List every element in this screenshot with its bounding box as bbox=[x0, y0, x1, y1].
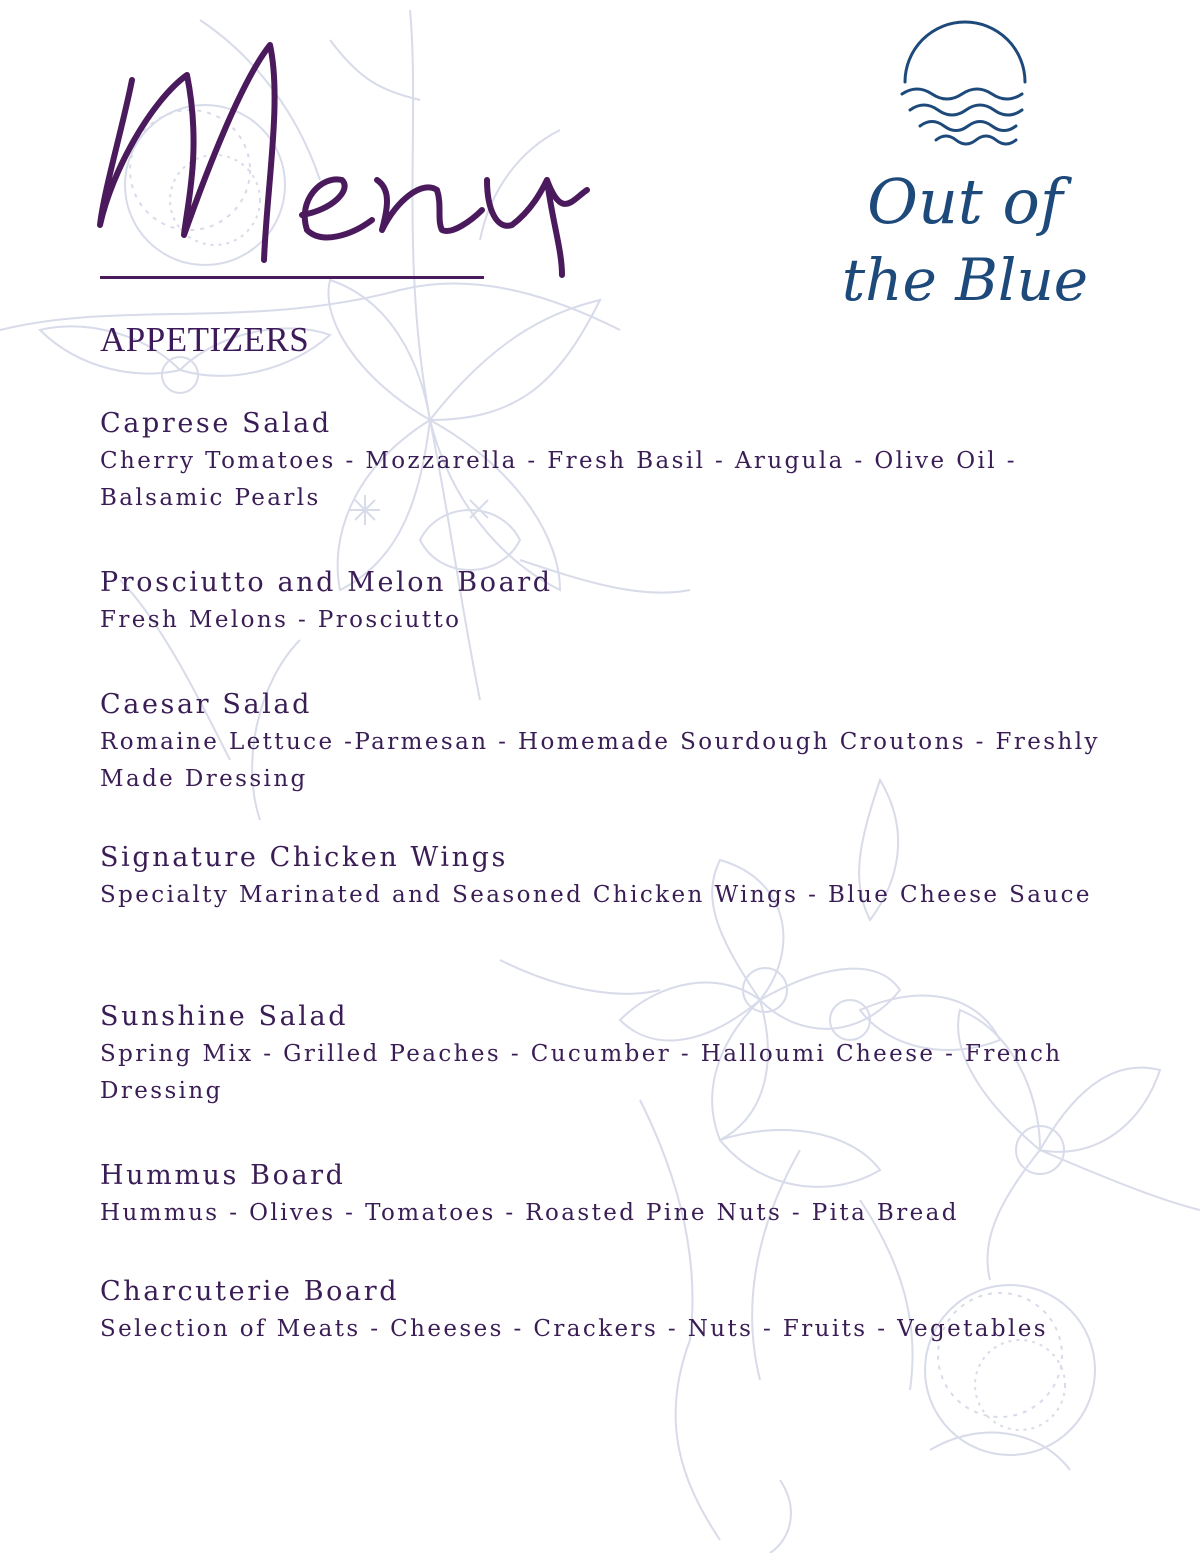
menu-item-name: Signature Chicken Wings bbox=[100, 842, 508, 873]
menu-item-name: Hummus Board bbox=[100, 1160, 346, 1191]
menu-title-script bbox=[92, 20, 612, 280]
menu-item-description: Romaine Lettuce -Parmesan - Homemade Sourdough Croutons - Freshly Made Dressing bbox=[100, 729, 1100, 792]
logo-line-2: the Blue bbox=[841, 246, 1089, 314]
menu-item-description: Spring Mix - Grilled Peaches - Cucumber - Halloumi Cheese - French Dressing bbox=[100, 1041, 1063, 1104]
menu-item bbox=[100, 564, 1100, 639]
out-of-the-blue-logo bbox=[840, 18, 1090, 330]
menu-item-name: Charcuterie Board bbox=[100, 1276, 400, 1307]
menu-item-description: Selection of Meats - Cheeses - Crackers - Nuts - Fruits - Vegetables bbox=[100, 1316, 1048, 1342]
menu-item-name: Sunshine Salad bbox=[100, 1001, 349, 1032]
menu-item-name: Prosciutto and Melon Board bbox=[100, 567, 553, 598]
menu-item-description: Hummus - Olives - Tomatoes - Roasted Pine Nuts - Pita Bread bbox=[100, 1200, 959, 1226]
menu-item bbox=[100, 998, 1100, 1110]
menu-item-name: Caesar Salad bbox=[100, 689, 312, 720]
menu-item bbox=[100, 1157, 1100, 1232]
menu-item-description: Specialty Marinated and Seasoned Chicken Wings - Blue Cheese Sauce bbox=[100, 882, 1092, 908]
logo-line-1: Out of bbox=[867, 165, 1063, 238]
menu-item bbox=[100, 405, 1100, 517]
menu-item bbox=[100, 839, 1100, 914]
section-heading-appetizers: APPETIZERS bbox=[100, 320, 310, 359]
menu-item-name: Caprese Salad bbox=[100, 408, 332, 439]
menu-item bbox=[100, 1273, 1100, 1348]
menu-item bbox=[100, 686, 1100, 798]
title-underline bbox=[100, 276, 484, 279]
menu-item-description: Fresh Melons - Prosciutto bbox=[100, 607, 462, 633]
menu-item-description: Cherry Tomatoes - Mozzarella - Fresh Basil - Arugula - Olive Oil - Balsamic Pearls bbox=[100, 448, 1017, 511]
